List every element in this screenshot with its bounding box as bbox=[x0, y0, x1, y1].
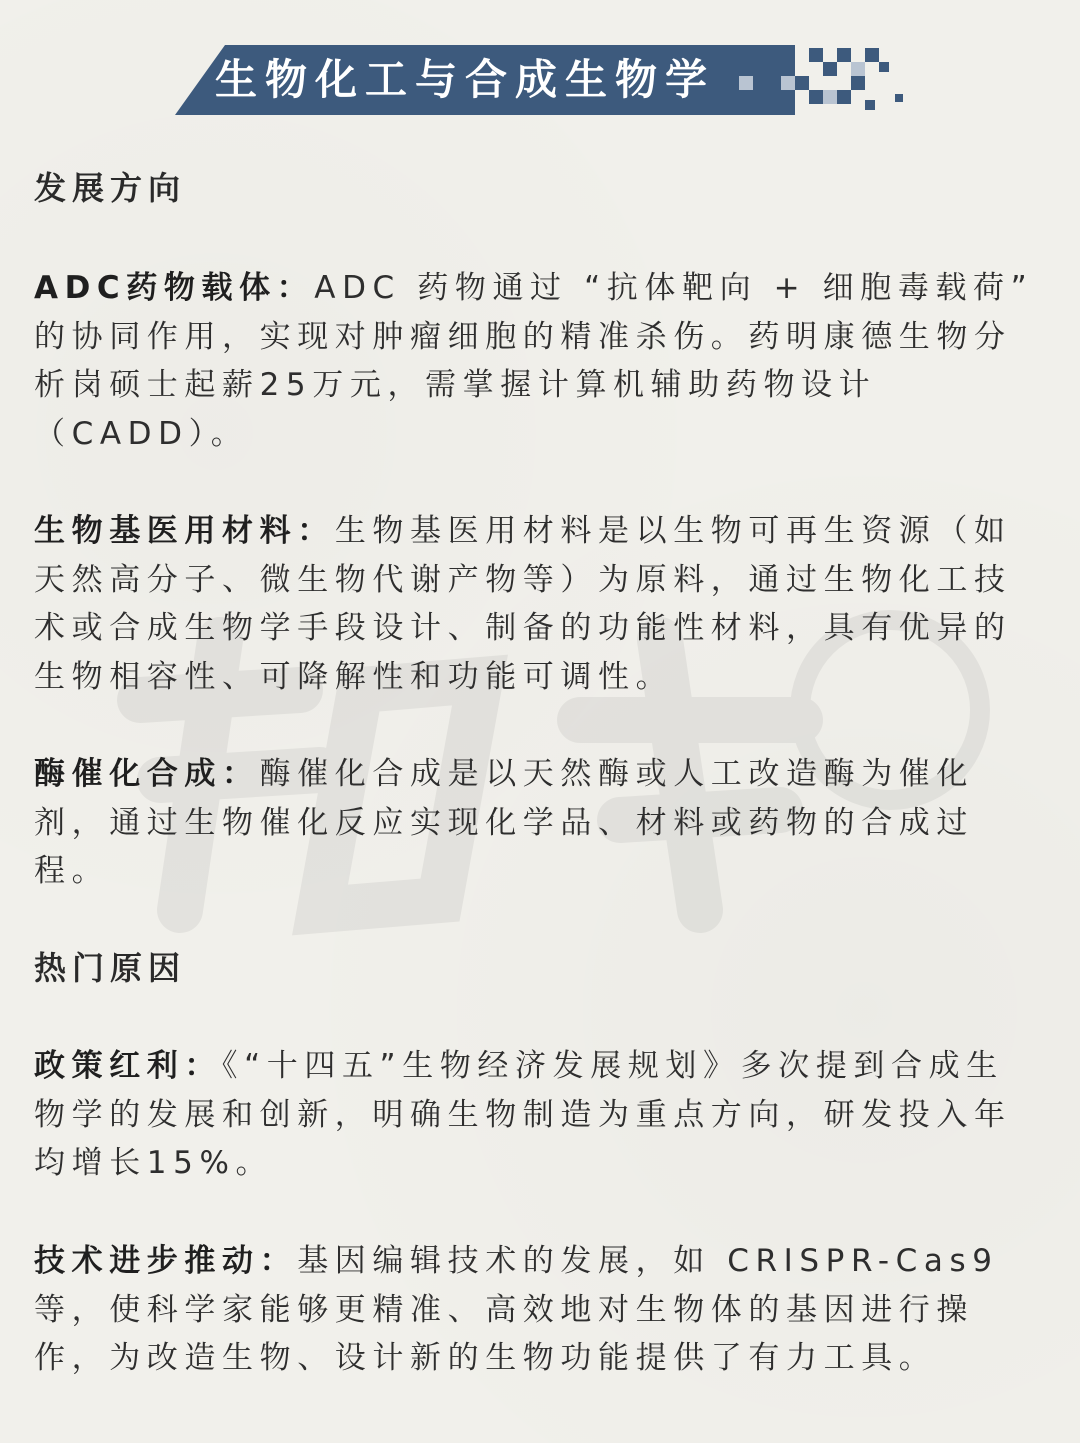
item-lead: ADC药物载体： bbox=[34, 270, 315, 306]
item-adc-carrier bbox=[34, 264, 1034, 458]
item-lead: 生物基医用材料： bbox=[34, 513, 335, 549]
item-text: 基因编辑技术的发展，如 CRISPR-Cas9 等，使科学家能够更精准、高效地对生物体的基因进行操作，为改造生物、设计新的生物功能提供了有力工具。 bbox=[34, 1243, 999, 1376]
pixel-decoration bbox=[725, 42, 915, 120]
item-policy bbox=[34, 1042, 1034, 1188]
section-tag-reasons: 热门原因 bbox=[34, 942, 198, 994]
item-lead: 技术进步推动： bbox=[34, 1243, 298, 1279]
item-technology bbox=[34, 1237, 1034, 1383]
item-text: 《“十四五”生物经济发展规划》多次提到合成生物学的发展和创新，明确生物制造为重点方向，研发投入年均增长15%。 bbox=[34, 1048, 1012, 1181]
item-text: 酶催化合成是以天然酶或人工改造酶为催化剂，通过生物催化反应实现化学品、材料或药物的合成过程。 bbox=[34, 756, 975, 889]
page-title: 生物化工与合成生物学 bbox=[215, 55, 716, 104]
item-text: 生物基医用材料是以生物可再生资源（如天然高分子、微生物代谢产物等）为原料，通过生物化工技术或合成生物学手段设计、制备的功能性材料，具有优异的生物相容性、可降解性和功能可调性。 bbox=[34, 513, 1012, 695]
item-enzyme-catalysis bbox=[34, 750, 1034, 896]
item-biomaterials bbox=[34, 507, 1034, 701]
section-tag-development: 发展方向 bbox=[34, 162, 198, 214]
item-lead: 酶催化合成： bbox=[34, 756, 260, 792]
item-text: ADC 药物通过 “抗体靶向 + 细胞毒载荷” 的协同作用，实现对肿瘤细胞的精准杀伤。药明康德生物分析岗硕士起薪25万元，需掌握计算机辅助药物设计（CADD）。 bbox=[34, 270, 1034, 452]
item-lead: 政策红利： bbox=[34, 1048, 222, 1084]
